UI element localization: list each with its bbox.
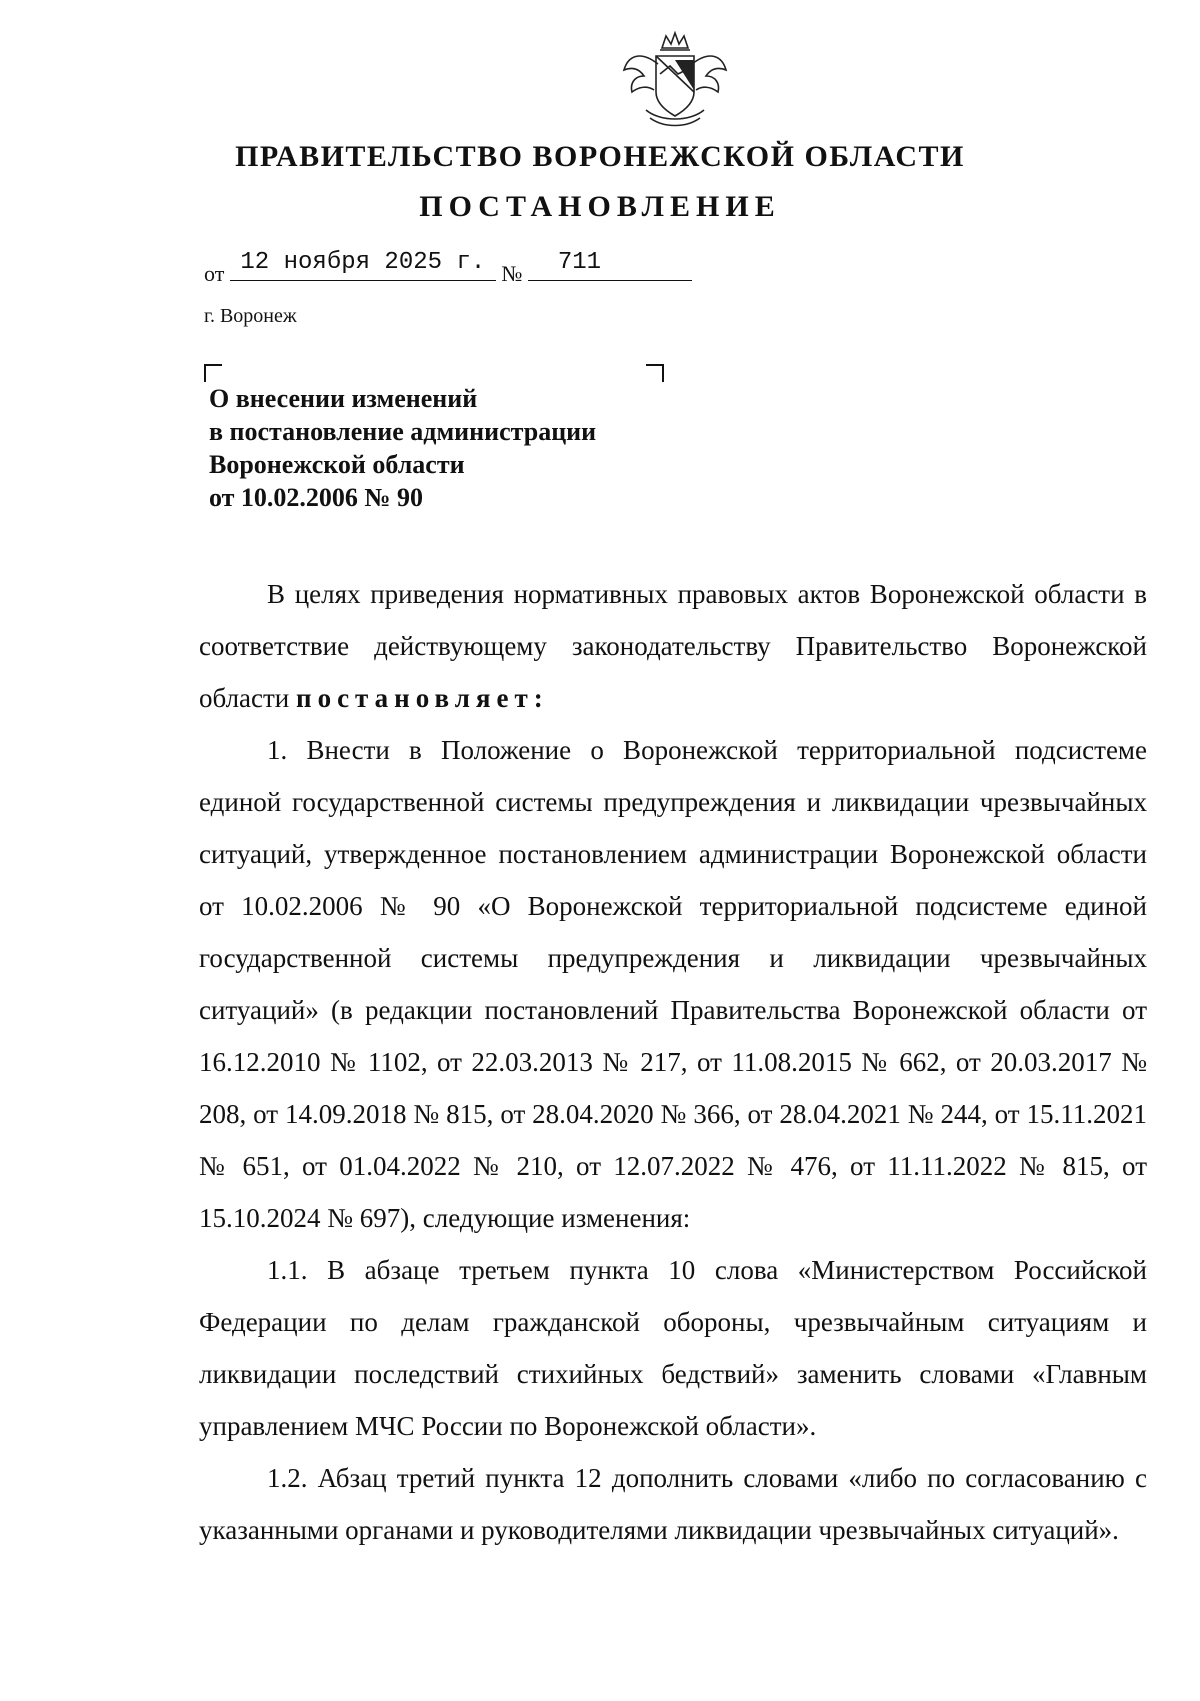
item-1-paragraph: 1. Внести в Положение о Воронежской территориальной подсистеме единой государственной системы предупреждения и ликвидации чрезвычайных ситуаций, утвержденное постановлением администрации Воронежской области от 10.02.2006 № 90 «О Воронежской территориальной подсистеме единой государственной системы предупреждения и ликвидации чрезвычайных ситуаций» (в редакции постановлений Правительства Воронежской области от 16.12.2010 № 1102, от 22.03.2013 № 217, от 11.08.2015 № 662, от 20.03.2017 № 208, от 14.09.2018 № 815, от 28.04.2020 № 366, от 28.04.2021 № 244, от 15.11.2021 № 651, от 01.04.2022 № 210, от 12.07.2022 № 476, от 11.11.2022 № 815, от 15.10.2024 № 697), следующие изменения: [199, 735, 1147, 1233]
preamble-text: В целях приведения нормативных правовых актов Воронежской области в соответствие действующему законодательству Правительство Воронежской области [199, 579, 1147, 713]
title-bracket-left [204, 364, 222, 382]
number-prefix: № [501, 261, 523, 286]
document-number: 711 [528, 249, 692, 281]
item-1-1-paragraph: 1.1. В абзаце третьем пункта 10 слова «Министерством Российской Федерации по делам гражданской обороны, чрезвычайным ситуациям и ликвидации последствий стихийных бедствий» заменить словами «Главным управлением МЧС России по Воронежской области». [199, 1255, 1147, 1441]
coat-of-arms-emblem [620, 30, 730, 130]
government-name: ПРАВИТЕЛЬСТВО ВОРОНЕЖСКОЙ ОБЛАСТИ [235, 140, 965, 173]
preamble-paragraph [199, 568, 1147, 724]
document-city: г. Воронеж [204, 305, 297, 327]
title-line: в постановление администрации [209, 417, 597, 446]
decree-word: постановляет: [296, 683, 549, 713]
document-body [199, 568, 1147, 1556]
document-date-number [204, 249, 692, 287]
item-1-2-paragraph: 1.2. Абзац третий пункта 12 дополнить словами «либо по согласованию с указанными органами и руководителями ликвидации чрезвычайных ситуаций». [199, 1463, 1147, 1545]
title-bracket-right [646, 364, 664, 382]
document-type: ПОСТАНОВЛЕНИЕ [419, 190, 781, 223]
title-line: от 10.02.2006 № 90 [209, 483, 424, 512]
document-date: 12 ноября 2025 г. [230, 249, 496, 281]
date-prefix: от [204, 261, 225, 286]
document-title [209, 382, 596, 514]
title-line: О внесении изменений [209, 384, 478, 413]
title-line: Воронежской области [209, 450, 465, 479]
